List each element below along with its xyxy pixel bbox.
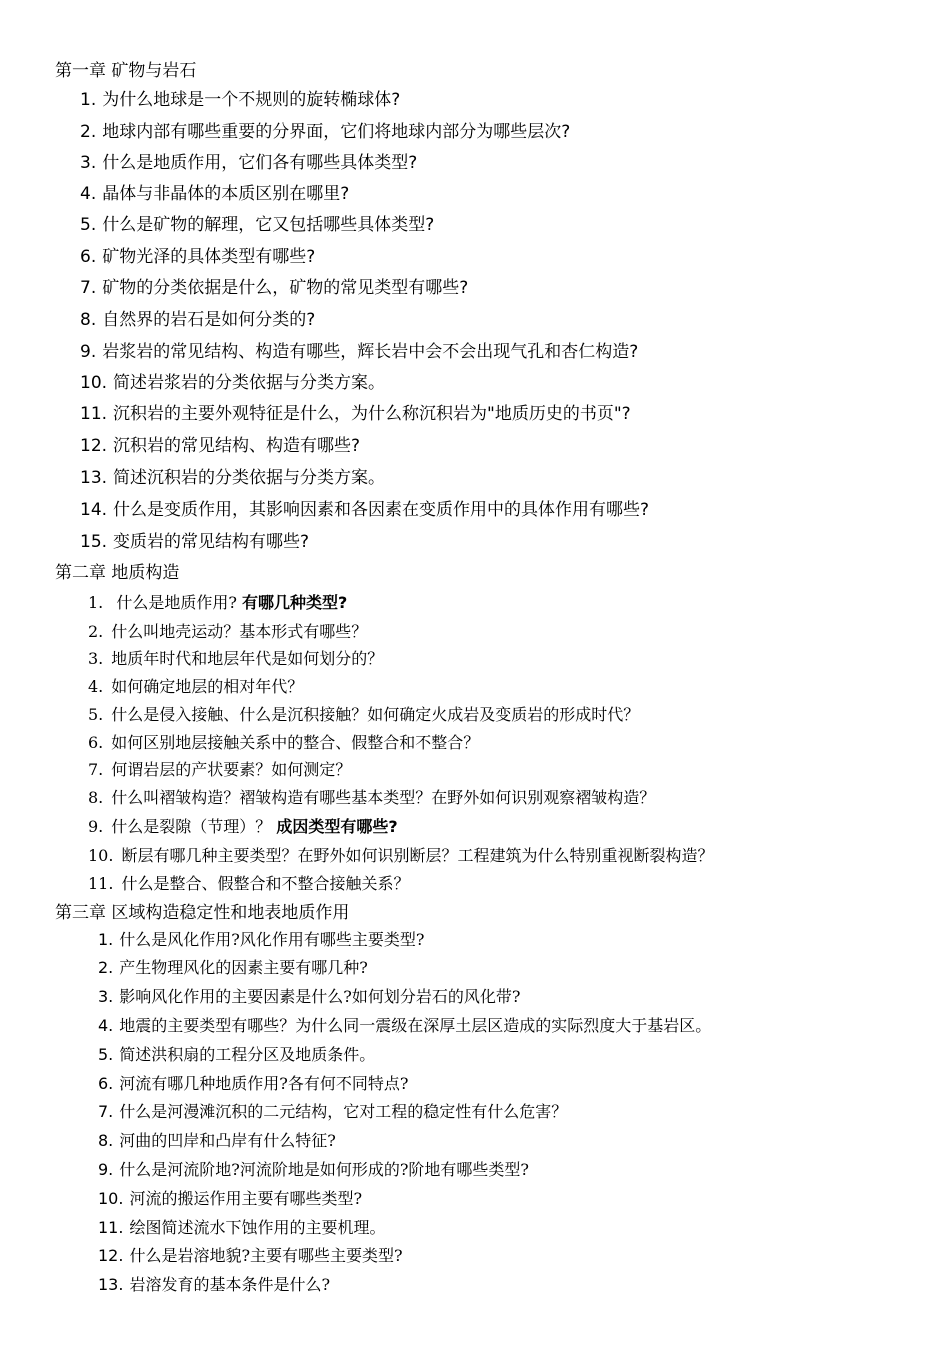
question-number: 2. [98,958,114,977]
question-text-bold: 有哪几种类型? [242,593,348,612]
chapter-1-question-14 [80,495,649,520]
question-text: 矿物的分类依据是什么，矿物的常见类型有哪些? [102,278,469,298]
question-number: 1. [88,593,104,612]
question-text: 影响风化作用的主要因素是什么?如何划分岩石的风化带? [119,987,521,1006]
chapter-2-question-7 [88,757,351,780]
chapter-1-question-11 [80,399,631,424]
question-number: 6. [80,247,97,267]
chapter-2-question-2 [88,619,367,642]
question-text: 断层有哪几种主要类型？在野外如何识别断层？工程建筑为什么特别重视断裂构造？ [121,846,714,865]
chapter-3-question-1 [98,927,424,950]
question-number: 15. [80,532,108,552]
question-text: 什么叫地壳运动？基本形式有哪些？ [111,622,368,641]
question-number: 11. [98,1218,124,1237]
chapter-1-question-9 [80,337,638,362]
chapter-3-question-8 [98,1128,336,1151]
question-text: 岩溶发育的基本条件是什么? [129,1275,331,1294]
chapter-1-question-4 [80,179,349,204]
chapter-2-question-6 [88,730,479,753]
question-number: 11. [88,874,114,893]
chapter-1-question-8 [80,305,315,330]
chapter-3-question-4 [98,1013,711,1036]
question-text: 自然界的岩石是如何分类的? [102,310,316,330]
question-number: 5. [88,705,104,724]
question-number: 12. [98,1246,124,1265]
question-text: 什么是地质作用，它们各有哪些具体类型? [102,153,418,173]
question-text: 什么是河漫滩沉积的二元结构，它对工程的稳定性有什么危害？ [119,1102,568,1121]
chapter-2-question-10 [88,843,713,866]
question-number: 5. [80,215,97,235]
question-number: 10. [80,373,108,393]
chapter-1-question-2 [80,117,570,142]
question-number: 2. [88,622,104,641]
chapter-2-question-4 [88,674,303,697]
chapter-2-question-9 [88,814,398,837]
question-text: 绘图简述流水下蚀作用的主要机理。 [129,1218,386,1237]
question-text: 如何确定地层的相对年代？ [111,677,304,696]
question-text: 地震的主要类型有哪些？为什么同一震级在深厚土层区造成的实际烈度大于基岩区。 [119,1016,712,1035]
question-text: 岩浆岩的常见结构、构造有哪些，辉长岩中会不会出现气孔和杏仁构造? [102,342,639,362]
question-number: 8. [98,1131,114,1150]
question-text: 地球内部有哪些重要的分界面，它们将地球内部分为哪些层次? [102,122,571,142]
question-number: 9. [98,1160,114,1179]
question-text: 什么是河流阶地?河流阶地是如何形成的?阶地有哪些类型? [119,1160,530,1179]
question-number: 5. [98,1045,114,1064]
question-number: 3. [88,649,104,668]
question-text: 晶体与非晶体的本质区别在哪里? [102,184,350,204]
chapter-1-question-3 [80,148,417,173]
question-number: 7. [98,1102,114,1121]
question-text: 产生物理风化的因素主要有哪几种? [119,958,368,977]
chapter-3-question-12 [98,1243,403,1266]
question-number: 7. [88,760,104,779]
question-text-bold: 成因类型有哪些? [276,817,398,836]
question-text: 简述洪积扇的工程分区及地质条件。 [119,1045,376,1064]
chapter-1-question-10 [80,368,385,393]
question-number: 4. [80,184,97,204]
question-number: 8. [80,310,97,330]
chapter-2-question-3 [88,646,383,669]
question-number: 1. [98,930,114,949]
question-number: 13. [80,468,108,488]
question-text: 什么是风化作用?风化作用有哪些主要类型? [119,930,425,949]
chapter-3-title: 第三章 区域构造稳定性和地表地质作用 [55,903,350,923]
question-number: 14. [80,500,108,520]
question-text: 什么是矿物的解理，它又包括哪些具体类型? [102,215,435,235]
chapter-3-question-10 [98,1186,362,1209]
chapter-1-question-6 [80,242,315,267]
question-text: 什么叫褶皱构造？褶皱构造有哪些基本类型？在野外如何识别观察褶皱构造？ [111,788,656,807]
question-text: 简述岩浆岩的分类依据与分类方案。 [113,373,386,393]
question-text: 河流有哪几种地质作用?各有何不同特点? [119,1074,409,1093]
chapter-2-question-1 [88,590,347,613]
question-number: 3. [98,987,114,1006]
chapter-2-question-5 [88,702,639,725]
question-number: 10. [98,1189,124,1208]
question-text: 为什么地球是一个不规则的旋转椭球体? [102,90,401,110]
question-text: 什么是变质作用，其影响因素和各因素在变质作用中的具体作用有哪些? [113,500,650,520]
chapter-2-title: 第二章 地质构造 [55,563,180,583]
chapter-1-question-7 [80,273,468,298]
question-number: 1. [80,90,97,110]
chapter-2-question-11 [88,871,409,894]
question-text: 什么是地质作用? [111,593,243,612]
chapter-3-question-3 [98,984,520,1007]
question-number: 3. [80,153,97,173]
question-text: 地质年时代和地层年代是如何划分的？ [111,649,384,668]
question-number: 8. [88,788,104,807]
question-text: 变质岩的常见结构有哪些? [113,532,310,552]
chapter-1-question-1 [80,85,400,110]
question-text: 沉积岩的主要外观特征是什么，为什么称沉积岩为"地质历史的书页"? [113,404,631,424]
question-number: 6. [98,1074,114,1093]
question-text: 矿物光泽的具体类型有哪些? [102,247,316,267]
chapter-1-question-13 [80,463,385,488]
chapter-3-question-5 [98,1042,375,1065]
question-text: 如何区别地层接触关系中的整合、假整合和不整合？ [111,733,480,752]
question-number: 9. [88,817,104,836]
question-text: 河流的搬运作用主要有哪些类型? [129,1189,363,1208]
question-text: 河曲的凹岸和凸岸有什么特征? [119,1131,336,1150]
chapter-3-question-6 [98,1071,408,1094]
chapter-3-question-2 [98,955,368,978]
chapter-3-question-13 [98,1272,330,1295]
question-number: 2. [80,122,97,142]
question-number: 6. [88,733,104,752]
question-number: 12. [80,436,108,456]
question-number: 13. [98,1275,124,1294]
chapter-3-question-9 [98,1157,529,1180]
chapter-1-title: 第一章 矿物与岩石 [55,61,197,81]
chapter-1-question-5 [80,210,434,235]
question-number: 7. [80,278,97,298]
question-number: 11. [80,404,108,424]
chapter-3-question-11 [98,1215,385,1238]
question-number: 4. [88,677,104,696]
question-text: 什么是岩溶地貌?主要有哪些主要类型? [129,1246,403,1265]
question-text: 什么是整合、假整合和不整合接触关系？ [121,874,410,893]
question-number: 4. [98,1016,114,1035]
question-text: 沉积岩的常见结构、构造有哪些? [113,436,361,456]
question-text: 何谓岩层的产状要素？如何测定？ [111,760,352,779]
question-number: 9. [80,342,97,362]
question-number: 10. [88,846,114,865]
chapter-3-question-7 [98,1099,567,1122]
chapter-2-question-8 [88,785,655,808]
chapter-1-question-12 [80,431,360,456]
question-text: 简述沉积岩的分类依据与分类方案。 [113,468,386,488]
question-text: 什么是裂隙（节理）？ [111,817,277,836]
chapter-1-question-15 [80,527,309,552]
question-text: 什么是侵入接触、什么是沉积接触？如何确定火成岩及变质岩的形成时代？ [111,705,640,724]
